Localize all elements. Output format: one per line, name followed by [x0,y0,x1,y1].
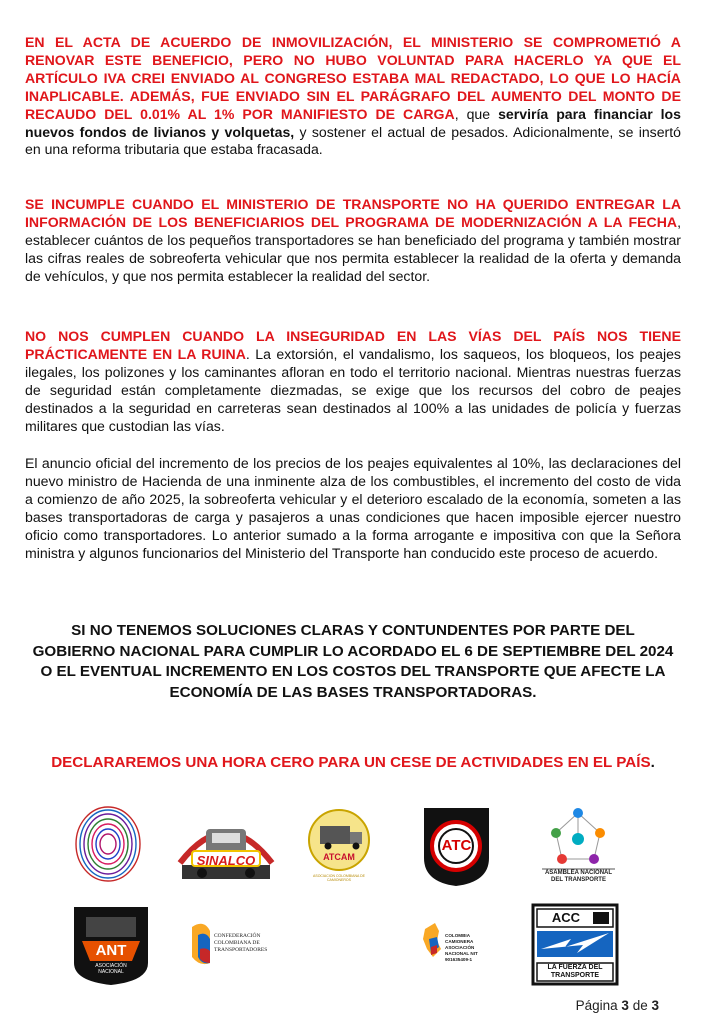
camioneros-badge-icon [300,804,378,884]
atcam-subtitle: ASOCIACION COLOMBIANA DE CAMIONEROS [313,874,365,882]
paragraph-text: y sostener el actual de pesados. Adicionalmente, se insertó en una reforma tributaria que estaba fracasada. [25,123,681,158]
truck-icon [172,803,280,886]
closing-period: . [650,754,655,771]
ant-logo [68,903,154,986]
page-number: 3 [621,998,629,1013]
page-total: 3 [651,998,659,1013]
sinalco-logo [172,803,280,886]
ant-name: ANT [95,942,127,959]
paragraph-highlight: SE INCUMPLE CUANDO EL MINISTERIO DE TRANSPORTE NO HA QUERIDO ENTREGAR LA INFORMACIÓN DE LOS BENEFICIARIOS DEL PROGRAMA DE MODERNIZACIÓN A LA FECHA [25,196,681,230]
closing-statement [28,753,678,774]
paragraph-text: , que [454,105,499,122]
ultimatum-statement: SI NO TENEMOS SOLUCIONES CLARAS Y CONTUNDENTES POR PARTE DEL GOBIERNO NACIONAL PARA CUMPLIR LO ACORDADO EL 6 DE SEPTIEMBRE DEL 2024 O EL EVENTUAL INCREMENTO EN LOS COSTOS DEL TRANSPORTE QUE AFECTE LA ECONOMÍA DE LAS BASES TRANSPORTADORAS. [32,622,674,701]
acc-name: ACC [551,910,581,925]
camionera-name: COLOMBIA CAMIONERA ASOCIACIÓN NACIONAL NIT 901635409-1 [445,933,478,962]
paragraph-text: . La extorsión, el vandalismo, los saqueos, los bloqueos, los peajes ilegales, los polizones y los caminantes afloran en todo el territorio nacional. Mientras nuestras fuerzas de seguridad están completamente diezmadas, se exige que los recursos del cobro de peajes destinados a la seguridad en carreteras sean destinados al 100% a las unidades de policía y fuerzas militares que custodian las vías. [25,345,681,434]
atc-name: ATC [441,837,472,854]
atcam-name: ATCAM [323,852,355,862]
closing-highlight: DECLARAREMOS UNA HORA CERO PARA UN CESE DE ACTIVIDADES EN EL PAÍS [51,754,651,771]
paragraph-highlight: EN EL ACTA DE ACUERDO DE INMOVILIZACIÓN, EL MINISTERIO SE COMPROMETIÓ A RENOVAR ESTE BENEFICIO, PERO NO HUBO VOLUNTAD PARA HACERLO YA QUE EL ARTÍCULO IVA CREI ENVIADO AL CONGRESO ESTABA MAL REDACTADO, LO QUE LO HACÍA INAPLICABLE. ADEMÁS, FUE ENVIADO SIN EL PARÁGRAFO DEL AUMENTO DEL MONTO DE RECAUDO DEL 0.01% AL 1% POR MANIFIESTO DE CARGA [25,34,681,122]
paragraph-text: , establecer cuántos de los pequeños transportadores se han beneficiado del programa y también mostrar las cifras reales de sobreoferta vehicular que nos permita establecer la realidad de la oferta y demanda de vehículos, y que nos permita establecer la realidad del sector. [25,213,681,284]
confederacion-logo [180,905,278,985]
paragraph-highlight: NO NOS CUMPLEN CUANDO LA INSEGURIDAD EN LAS VÍAS DEL PAÍS NOS TIENE PRÁCTICAMENTE EN LA RUINA [25,328,681,362]
camionera-logo [415,903,501,986]
page-footer [576,998,659,1013]
paragraph-acta-acuerdo [25,34,681,159]
asamblea-name: ASAMBLEA NACIONAL DEL TRANSPORTE [544,870,613,883]
page-of-label: de [632,998,648,1013]
paragraph-bold: serviría para financiar los nuevos fondos de livianos y volquetas, [25,105,682,140]
acc-subtitle: LA FUERZA DEL TRANSPORTE [547,964,603,979]
confederacion-name: CONFEDERACIÓN COLOMBIANA DE TRANSPORTADORES [214,933,268,953]
page-label: Página [575,998,618,1013]
acc-logo [531,903,619,986]
paragraph-modernizacion [25,196,681,286]
atcam-logo [300,804,378,884]
fingerprint-icon [68,804,148,884]
atc-logo [414,802,499,887]
paragraph-inseguridad [25,328,681,435]
sinalco-name: SINALCO [196,853,256,868]
fingerprint-logo [68,804,148,884]
ant-subtitle: ASOCIACIÓN NACIONAL [95,963,127,975]
paragraph-peajes [25,455,681,562]
paragraph-text: El anuncio oficial del incremento de los precios de los peajes equivalentes al 10%, las declaraciones del nuevo ministro de Hacienda de una inminente alza de los combustibles, el incremento del costo de vida a comienzo de año 2025, la sobreoferta vehicular y el deterioro escalado de la economía, someten a las bases transportadoras de carga y pasajeros a unas condiciones que hacen imposible ejercer nuestro oficio como transportadores. Lo anterior sumado a la forma arrogante e impositiva con que la Señora ministra y algunos funcionarios del Ministerio del Transporte han conducido este proceso de acuerdo. [25,455,681,561]
asamblea-logo [536,803,621,886]
